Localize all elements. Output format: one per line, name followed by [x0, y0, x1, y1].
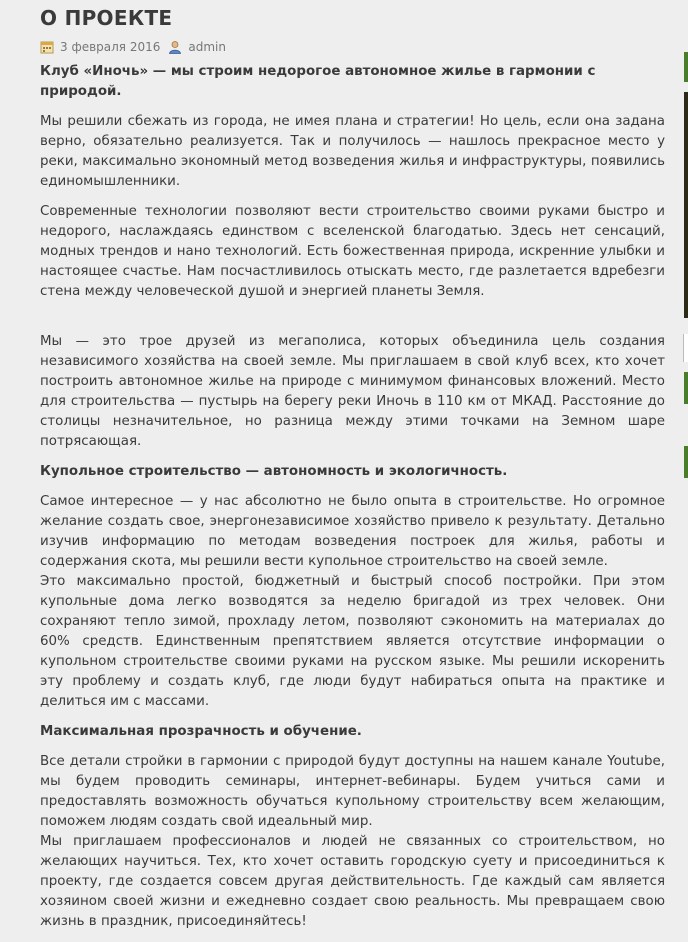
post-author[interactable]: admin [188, 40, 226, 54]
paragraph: Мы приглашаем профессионалов и людей не связанных со строительством, но желающих научиться. Тех, кто хочет оставить городскую суету и присоединиться к проекту, где создается совсем другая действительность. Где каждый сам является хозяином своей жизни и ежедневно создает свою реальность. Мы превращаем свою жизнь в праздник, присоединяйтесь! [40, 834, 665, 929]
sidebar-edge [684, 0, 688, 883]
calendar-icon [40, 40, 54, 54]
paragraph: Современные технологии позволяют вести строительство своими руками быстро и недорого, наслаждаясь единством с вселенской благодатью. Здесь нет сенсаций, модных трендов и нано технологий. Есть божественная природа, искренние улыбки и настоящее счастье. Нам посчастливилось отыскать место, где разлетается вдребезги стена между человеческой душой и энергией планеты Земля. [40, 204, 665, 299]
paragraph: Все детали стройки в гармонии с природой будут доступны на нашем канале Youtube, мы будем проводить семинары, интернет-вебинары. Будем учиться сами и предоставлять возможность обучаться купольному строительству всем желающим, поможем людям создать свой идеальный мир. [40, 754, 665, 829]
post-meta [40, 38, 665, 56]
sidebar-accent-bar [684, 52, 688, 82]
post-content [40, 62, 665, 932]
article [40, 0, 665, 942]
sidebar-accent-bar [684, 446, 688, 478]
section-heading: Купольное строительство — автономность и экологичность. [40, 464, 508, 479]
paragraph: Мы — это трое друзей из мегаполиса, которых объединила цель создания независимого хозяйства на своей земле. Мы приглашаем в свой клуб всех, кто хочет построить автономное жилье на природе с минимумом финансовых вложений. Место для строительства — пустырь на берегу реки Иночь в 110 км от МКАД. Расстояние до столицы незначительное, но разница между этими точками на Земном шаре потрясающая. [40, 334, 665, 449]
paragraph: Мы решили сбежать из города, не имея плана и стратегии! Но цель, если она задана верно, обязательно реализуется. Так и получилось — нашлось прекрасное место у реки, максимально экономный метод возведения жилья и инфраструктуры, появились единомышленники. [40, 114, 665, 189]
paragraph: Самое интересное — у нас абсолютно не было опыта в строительстве. Но огромное желание создать свое, энергонезависимое хозяйство привело к результату. Детально изучив информацию по методам возведения построек для жилья, работы и содержания скота, мы решили вести купольное строительство на своей земле. [40, 494, 665, 569]
sidebar-image-edge [684, 92, 688, 318]
lead-paragraph: Клуб «Иночь» — мы строим недорогое автономное жилье в гармонии с природой. [40, 64, 596, 99]
section-heading: Максимальная прозрачность и обучение. [40, 724, 362, 739]
page-title: О ПРОЕКТЕ [40, 6, 173, 30]
post-date[interactable]: 3 февраля 2016 [60, 40, 161, 54]
paragraph: Это максимально простой, бюджетный и быстрый способ постройки. При этом купольные дома легко возводятся за неделю бригадой из трех человек. Они сохраняют тепло зимой, прохладу летом, позволяют сэкономить на материалах до 60% средств. Единственным препятствием является отсутствие информации о купольном строительстве своими руками на русском языке. Мы решили искоренить эту проблему и создать клуб, где люди будут набираться опыта на практике и делиться им с массами. [40, 574, 665, 709]
sidebar-input-edge[interactable] [683, 334, 688, 362]
sidebar-accent-bar [684, 372, 688, 404]
user-icon [168, 40, 182, 54]
